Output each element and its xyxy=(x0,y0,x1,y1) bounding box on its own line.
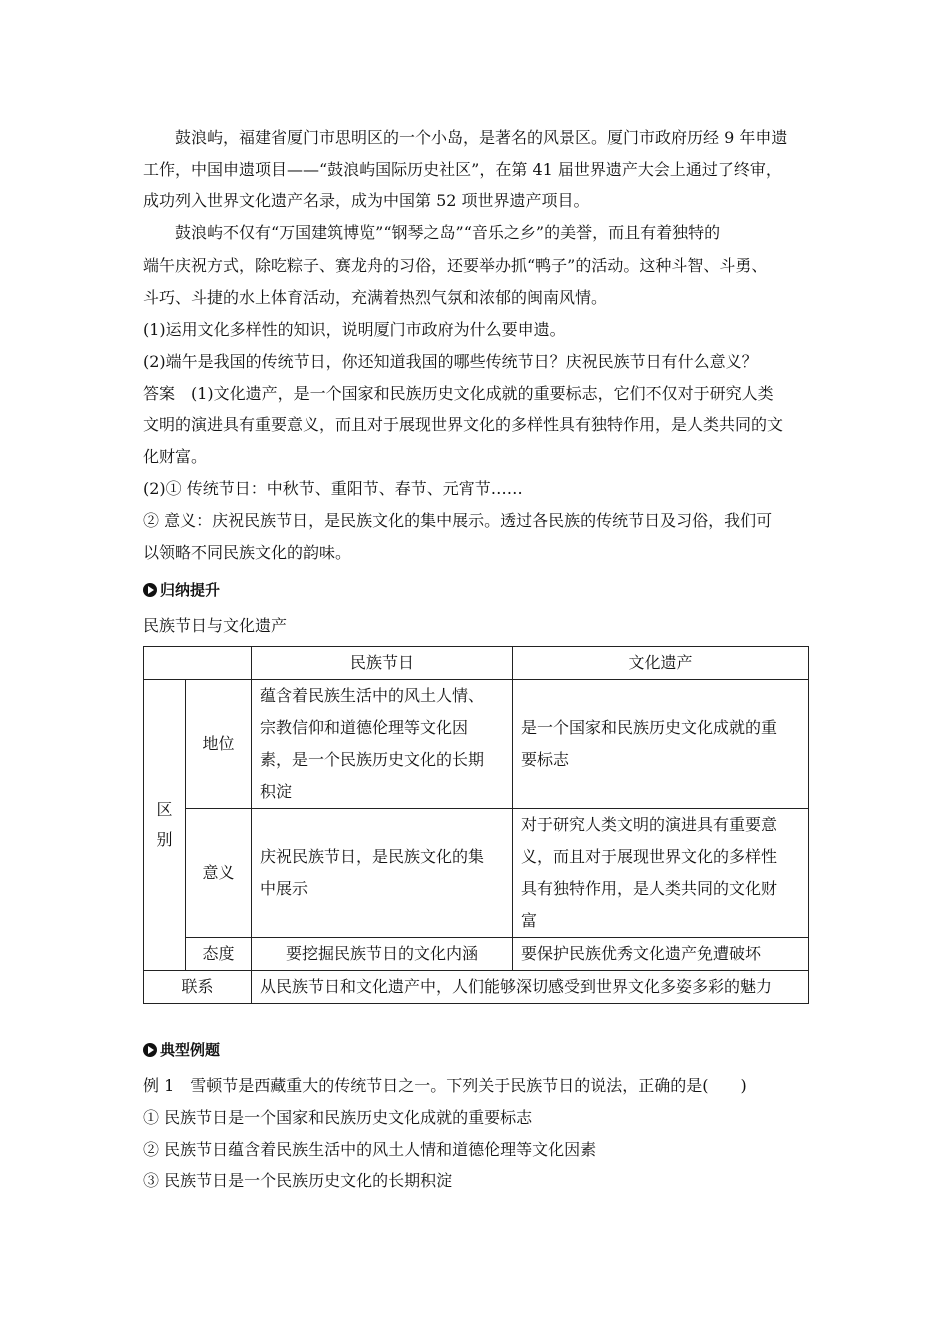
group-label-difference xyxy=(144,680,186,971)
passage-line: 斗巧、斗捷的水上体育活动，充满着热烈气氛和浓郁的闽南风情。 xyxy=(143,288,608,307)
link-cell: 从民族节日和文化遗产中，人们能够深切感受到世界文化多姿多彩的魅力 xyxy=(252,971,809,1004)
meaning-festival-cell xyxy=(252,809,513,938)
answer-line: (2)① 传统节日：中秋节、重阳节、春节、元宵节…… xyxy=(143,479,523,498)
table-header-row xyxy=(144,647,809,680)
table-row xyxy=(144,680,809,809)
answer-line: ② 意义：庆祝民族节日，是民族文化的集中展示。透过各民族的传统节日及习俗，我们可 xyxy=(143,511,773,530)
attitude-heritage-cell: 要保护民族优秀文化遗产免遭破坏 xyxy=(513,938,809,971)
attitude-festival-cell: 要挖掘民族节日的文化内涵 xyxy=(252,938,513,971)
table-title: 民族节日与文化遗产 xyxy=(143,616,288,635)
row-label-attitude: 态度 xyxy=(186,938,252,971)
play-triangle-icon xyxy=(143,1043,157,1057)
passage-line: 端午庆祝方式，除吃粽子、赛龙舟的习俗，还要举办抓“鸭子”的活动。这种斗智、斗勇、 xyxy=(143,256,768,275)
header-heritage: 文化遗产 xyxy=(513,647,809,680)
cell-line: 积淀 xyxy=(260,782,293,801)
status-festival-cell xyxy=(252,680,513,809)
group-char: 别 xyxy=(156,830,173,849)
meaning-heritage-cell xyxy=(513,809,809,938)
summary-heading-text: 归纳提升 xyxy=(160,581,221,599)
summary-heading xyxy=(143,580,220,600)
status-heritage-cell xyxy=(513,680,809,809)
row-label-status: 地位 xyxy=(186,680,252,809)
example-heading xyxy=(143,1040,220,1060)
answer-line: 化财富。 xyxy=(143,447,208,466)
cell-line: 义，而且对于展现世界文化的多样性 xyxy=(521,847,778,866)
header-festival: 民族节日 xyxy=(252,647,513,680)
group-char: 区 xyxy=(156,800,173,819)
question-1: (1)运用文化多样性的知识，说明厦门市政府为什么要申遗。 xyxy=(143,320,566,339)
table-row xyxy=(144,971,809,1004)
cell-line: 素，是一个民族历史文化的长期 xyxy=(260,750,485,769)
table-row xyxy=(144,938,809,971)
answer-line: 答案 (1)文化遗产，是一个国家和民族历史文化成就的重要标志，它们不仅对于研究人类 xyxy=(143,384,774,403)
example-option: ① 民族节日是一个国家和民族历史文化成就的重要标志 xyxy=(143,1108,533,1127)
cell-line: 富 xyxy=(521,911,538,930)
passage-line: 鼓浪屿不仅有“万国建筑博览”“钢琴之岛”“音乐之乡”的美誉，而且有着独特的 xyxy=(175,223,721,242)
example-heading-text: 典型例题 xyxy=(160,1041,221,1059)
row-label-meaning: 意义 xyxy=(186,809,252,938)
cell-line: 是一个国家和民族历史文化成就的重 xyxy=(521,718,778,737)
cell-line: 具有独特作用，是人类共同的文化财 xyxy=(521,879,778,898)
cell-line: 要标志 xyxy=(521,750,570,769)
cell-line: 中展示 xyxy=(260,879,309,898)
cell-line: 宗教信仰和道德伦理等文化因 xyxy=(260,718,469,737)
row-label-link: 联系 xyxy=(144,971,252,1004)
answer-line: 以领略不同民族文化的韵味。 xyxy=(143,543,352,562)
table-corner-cell xyxy=(144,647,252,680)
example-option: ③ 民族节日是一个民族历史文化的长期积淀 xyxy=(143,1171,453,1190)
answer-line: 文明的演进具有重要意义，而且对于展现世界文化的多样性具有独特作用，是人类共同的文 xyxy=(143,415,784,434)
cell-line: 蕴含着民族生活中的风土人情、 xyxy=(260,686,485,705)
example-option: ② 民族节日蕴含着民族生活中的风土人情和道德伦理等文化因素 xyxy=(143,1140,597,1159)
cell-line: 对于研究人类文明的演进具有重要意 xyxy=(521,815,778,834)
comparison-table xyxy=(143,646,809,1004)
passage-line: 成功列入世界文化遗产名录，成为中国第 52 项世界遗产项目。 xyxy=(143,191,590,210)
passage-line: 鼓浪屿，福建省厦门市思明区的一个小岛，是著名的风景区。厦门市政府历经 9 年申遗 xyxy=(175,128,788,147)
example-stem: 例 1 雪顿节是西藏重大的传统节日之一。下列关于民族节日的说法，正确的是( ) xyxy=(143,1076,747,1095)
cell-line: 庆祝民族节日，是民族文化的集 xyxy=(260,847,485,866)
question-2: (2)端午是我国的传统节日，你还知道我国的哪些传统节日？庆祝民族节日有什么意义？ xyxy=(143,352,758,371)
play-triangle-icon xyxy=(143,583,157,597)
passage-line: 工作，中国申遗项目——“鼓浪屿国际历史社区”，在第 41 届世界遗产大会上通过了终审， xyxy=(143,160,782,179)
table-row xyxy=(144,809,809,938)
